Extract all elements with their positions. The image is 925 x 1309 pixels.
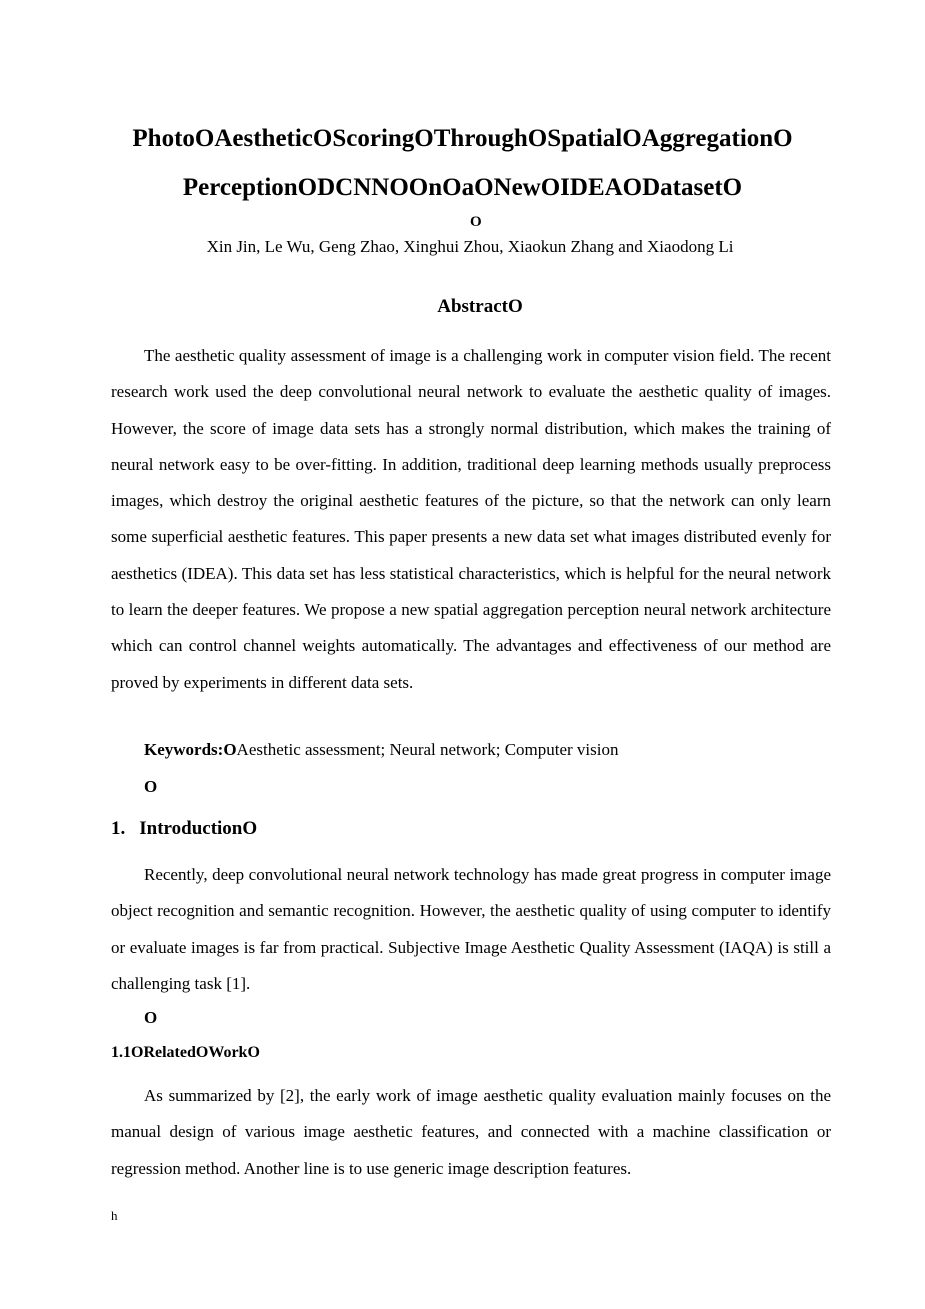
keywords-label: Keywords:O	[144, 740, 237, 759]
paper-title-line-2: PerceptionODCNNOOnOaONewOIDEAODatasetO	[182, 174, 743, 201]
paper-title-line-1: PhotoOAestheticOScoringOThroughOSpatialOAggregationO	[132, 125, 793, 152]
footer-mark: h	[111, 1208, 118, 1223]
keywords-text: Aesthetic assessment; Neural network; Computer vision	[236, 740, 619, 759]
section-mark: O	[144, 1008, 158, 1027]
abstract-text: The aesthetic quality assessment of image is a challenging work in computer vision field. The recent research work used the deep convolutional neural network to evaluate the aesthetic quality of images. However, the score of image data sets has a strongly normal distribution, which makes the training of neural network easy to be over-fitting. In addition, traditional deep learning methods usually preprocess images, which destroy the original aesthetic features of the picture, so that the network can only learn some superficial aesthetic features. This paper presents a new data set what images distributed evenly for aesthetics (IDEA). This data set has less statistical characteristics, which is helpful for the neural network to learn the deeper features. We propose a new spatial aggregation perception neural network architecture which can control channel weights automatically. The advantages and effectiveness of our method are proved by experiments in different data sets.	[111, 346, 831, 692]
section-mark: O	[144, 777, 158, 796]
section-title: IntroductionO	[139, 818, 258, 839]
keywords	[144, 740, 619, 760]
introduction-text: Recently, deep convolutional neural network technology has made great progress in computer image object recognition and semantic recognition. However, the aesthetic quality of using computer to identify or evaluate images is far from practical. Subjective Image Aesthetic Quality Assessment (IAQA) is still a challenging task [1].	[111, 865, 831, 993]
section-number: 1.	[111, 818, 126, 839]
author-list: Xin Jin, Le Wu, Geng Zhao, Xinghui Zhou, Xiaokun Zhang and Xiaodong Li	[206, 237, 734, 256]
related-work-heading: 1.1ORelatedOWorkO	[111, 1044, 260, 1061]
related-work-text: As summarized by [2], the early work of image aesthetic quality evaluation mainly focuses on the manual design of various image aesthetic features, and connected with a machine classification or regression method. Another line is to use generic image description features.	[111, 1086, 831, 1178]
title-mark: O	[470, 214, 482, 230]
abstract-heading: AbstractO	[437, 296, 523, 317]
introduction-heading	[111, 818, 257, 840]
